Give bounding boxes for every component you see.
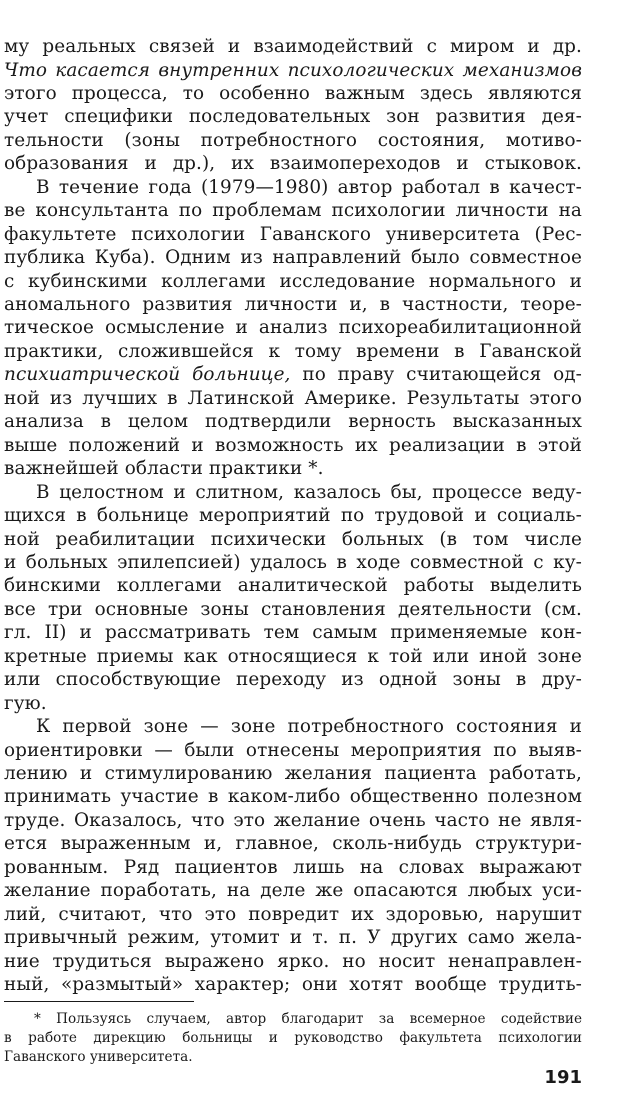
line-text: К первой зоне — зоне потребностного состояния и (36, 716, 582, 737)
line-text: ется выраженным и, главное, сколь-нибудь структури- (4, 833, 582, 855)
line-text: аномального развития личности и, в частности, теоре- (4, 293, 582, 315)
line-text: по праву считающейся од- (290, 364, 582, 386)
line-text: му реальных связей и взаимодействий с миром и др. (4, 36, 582, 57)
line-text: В целостном и слитном, казалось бы, процессе веду- (36, 481, 582, 503)
line-text: бинскими коллегами аналитической работы выделить (4, 575, 582, 597)
line-text: кретные приемы как относящиеся к той или иной зоне (4, 645, 582, 667)
text-line (4, 104, 582, 130)
text-line (4, 151, 582, 177)
line-text: привычный режим, утомит и т. п. У других само жела- (4, 927, 582, 949)
text-line (4, 58, 582, 84)
line-text: ние трудиться выражено ярко. но носит ненаправлен- (4, 950, 582, 972)
text-line (4, 761, 582, 787)
footnote-line: * Пользуясь случаем, автор благодарит за всемерное содействие (34, 1011, 582, 1027)
text-line (4, 784, 582, 810)
line-text: образования и др.), их взаимопереходов и стыковок. (4, 153, 582, 175)
text-line (36, 714, 582, 740)
text-line (4, 550, 582, 576)
line-text: и больных эпилепсией) удалось в ходе совместной с ку- (4, 551, 582, 573)
line-text: лению и стимулированию желания пациента работать, (4, 762, 582, 784)
line-text: учет специфики последовательных зон развития дея- (4, 106, 582, 128)
text-line (4, 245, 582, 271)
line-text: принимать участие в каком-либо общественно полезном (4, 786, 582, 808)
text-line (4, 738, 582, 764)
line-text: рованным. Ряд пациентов лишь на словах выражают (4, 856, 582, 878)
line-text: тельности (зоны потребностного состояния, мотиво- (4, 129, 582, 151)
footnote-separator (4, 1001, 194, 1002)
text-line (4, 81, 582, 107)
line-text: ной из лучших в Латинской Америке. Результаты этого (4, 387, 582, 409)
text-line (4, 222, 582, 248)
line-text: В течение года (1979—1980) автор работал в качест- (36, 176, 582, 198)
line-text: ный, «размытый» характер; они хотят вообще трудить- (4, 974, 582, 995)
text-line (4, 456, 582, 482)
line-text: выше положений и возможность их реализации в этой (4, 434, 582, 456)
text-line (4, 315, 582, 341)
text-line (4, 620, 582, 646)
text-line (4, 831, 582, 857)
line-text: все три основные зоны становления деятельности (см. (4, 598, 582, 620)
text-line (4, 949, 582, 975)
page-number: 191 (544, 1067, 582, 1088)
text-line (4, 409, 582, 435)
text-line (4, 128, 582, 154)
text-line (4, 808, 582, 834)
footnote-line: Гаванского университета. (4, 1049, 193, 1065)
line-text: гую. (4, 692, 47, 714)
text-line (4, 667, 582, 693)
text-line (4, 198, 582, 224)
line-text: с кубинскими коллегами исследование нормального и (4, 270, 582, 292)
text-line (4, 972, 582, 998)
text-line (4, 433, 582, 459)
text-line (4, 269, 582, 295)
line-text: лий, считают, что это повредит их здоровью, нарушит (4, 903, 582, 925)
footnote-line: в работе дирекцию больницы и руководство факультета психологии (4, 1030, 582, 1046)
text-line (4, 34, 582, 60)
line-text: гл. II) и рассматривать тем самым применяемые кон- (4, 622, 582, 644)
line-text: ной реабилитации психически больных (в том числе (4, 528, 582, 550)
italic-phrase: психиатрической больнице, (4, 364, 291, 386)
text-line (4, 597, 582, 623)
text-line (4, 855, 582, 881)
text-line (4, 925, 582, 951)
line-text: тическое осмысление и анализ психореабилитационной (4, 317, 582, 339)
line-text: желание поработать, на деле же опасаются любых уси- (4, 880, 582, 902)
line-text: труде. Оказалось, что это желание очень часто не явля- (4, 809, 582, 831)
text-line (4, 573, 582, 599)
line-text: или способствующие переходу из одной зоны в дру- (4, 669, 582, 691)
text-line (4, 386, 582, 412)
text-line (4, 503, 582, 529)
text-line (4, 644, 582, 670)
text-line (4, 292, 582, 318)
text-line (4, 339, 582, 365)
line-text: ориентировки — были отнесены мероприятия по выяв- (4, 739, 582, 761)
text-line (4, 878, 582, 904)
italic-phrase: Что касается внутренних психологических механизмов (4, 59, 582, 81)
line-text: публика Куба). Одним из направлений было совместное (4, 247, 582, 268)
text-line (36, 175, 582, 201)
line-text: ве консультанта по проблемам психологии личности на (4, 200, 582, 222)
text-line (4, 691, 582, 717)
line-text: этого процесса, то особенно важным здесь являются (4, 82, 582, 104)
text-line (4, 527, 582, 553)
text-line (4, 902, 582, 928)
line-text: щихся в больнице мероприятий по трудовой и социаль- (4, 505, 582, 526)
text-line (4, 362, 582, 388)
text-line (36, 480, 582, 506)
line-text: важнейшей области практики *. (4, 458, 324, 480)
line-text: анализа в целом подтвердили верность высказанных (4, 411, 582, 433)
line-text: практики, сложившейся к тому времени в Гаванской (4, 340, 582, 362)
line-text: факультете психологии Гаванского университета (Рес- (4, 223, 582, 245)
